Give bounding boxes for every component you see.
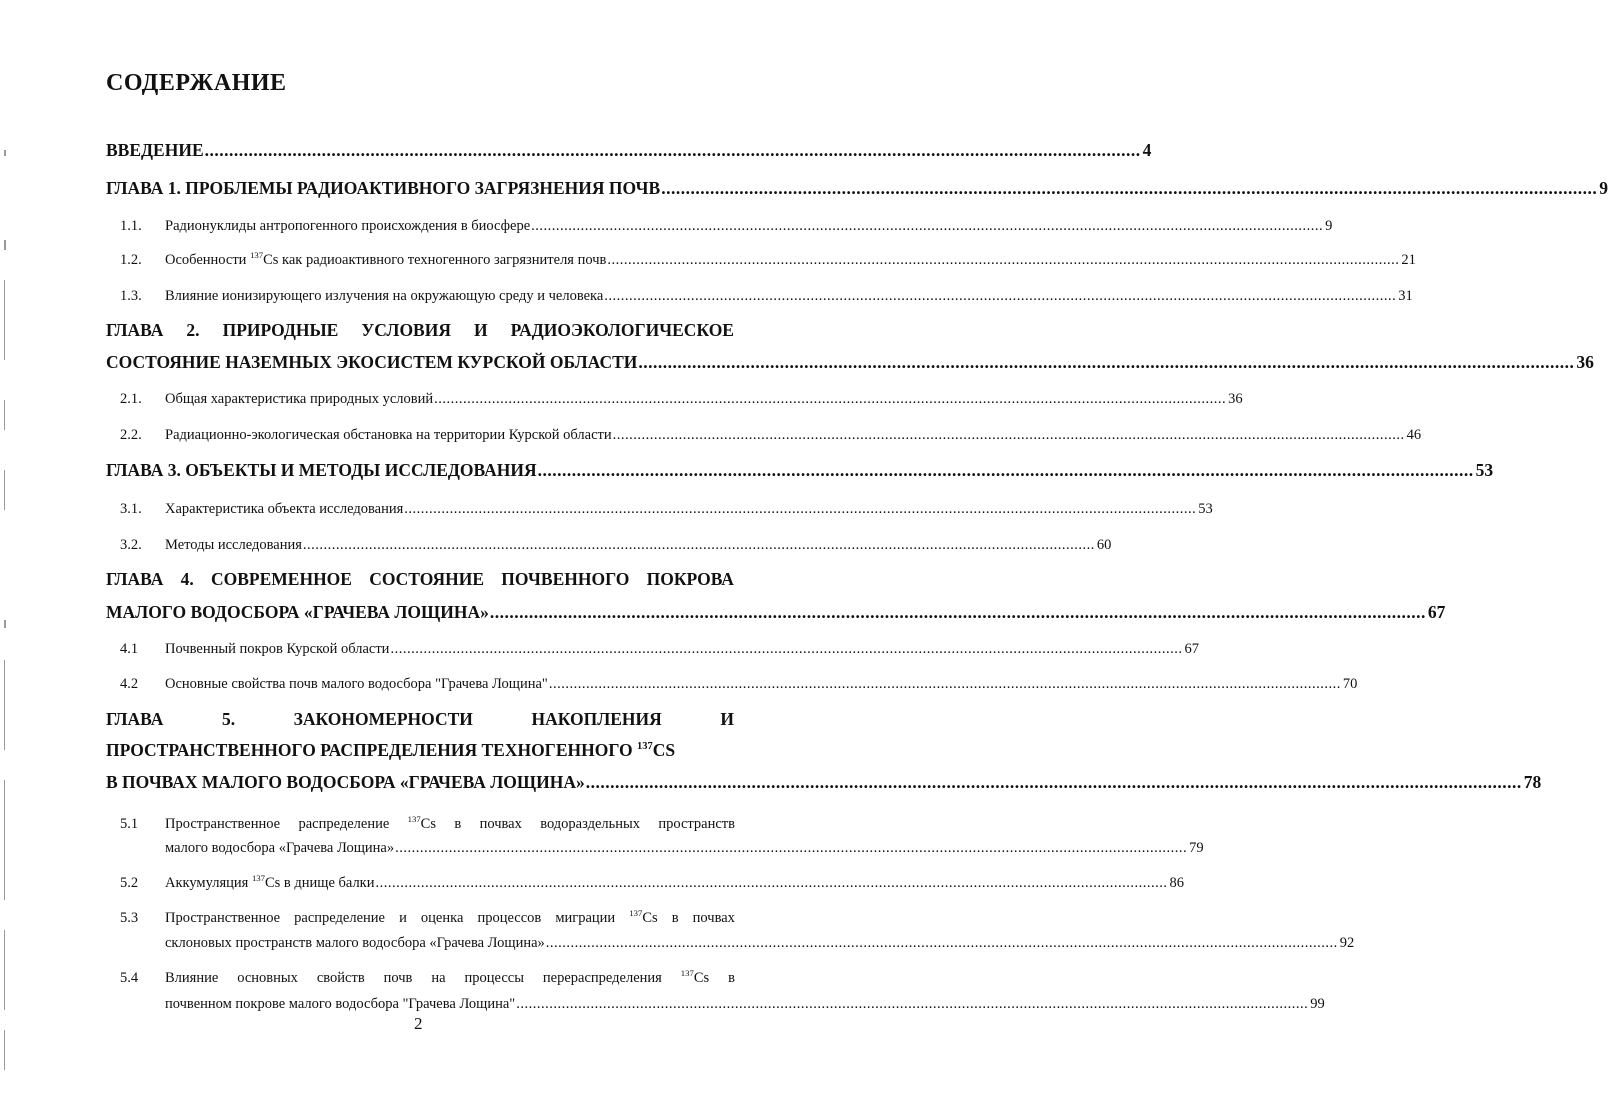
toc-label: СОСТОЯНИЕ НАЗЕМНЫХ ЭКОСИСТЕМ КУРСКОЙ ОБЛАСТИ <box>106 352 638 372</box>
toc-page-num: 9 <box>1325 218 1333 234</box>
toc-item-number: 1.1. <box>120 218 142 234</box>
leader-dots: ................................................................................................................................................................................................ <box>612 427 1405 443</box>
page-title: СОДЕРЖАНИЕ <box>106 70 287 96</box>
toc-page-num: 79 <box>1189 840 1204 856</box>
toc-item-5-4-line-2[interactable] <box>165 996 1325 1013</box>
toc-item-3-1[interactable] <box>165 501 1213 518</box>
toc-item-number: 5.3 <box>120 910 139 926</box>
leader-dots: ................................................................................................................................................................................................ <box>607 252 1400 268</box>
toc-item-2-1[interactable] <box>165 391 1243 408</box>
toc-label: Общая характеристика природных условий <box>165 391 434 407</box>
leader-dots: ................................................................................................................................................................................................ <box>661 178 1598 198</box>
toc-chapter-4-line-2[interactable] <box>106 602 1446 623</box>
toc-page-num: 70 <box>1342 676 1358 692</box>
toc-page-num: 9 <box>1599 178 1608 198</box>
toc-item-number: 3.1. <box>120 501 142 517</box>
toc-item-4-1[interactable] <box>165 641 1199 658</box>
toc-label: ПРОСТРАНСТВЕННОГО РАСПРЕДЕЛЕНИЯ ТЕХНОГЕННОГО $^{137}$CS <box>106 740 676 760</box>
toc-label: ВВЕДЕНИЕ <box>106 140 204 160</box>
leader-dots: ................................................................................................................................................................................................ <box>434 391 1227 407</box>
toc-chapter-2-line-2[interactable] <box>106 352 1594 373</box>
leader-dots: ................................................................................................................................................................................................ <box>395 840 1188 856</box>
toc-page-num: 53 <box>1475 460 1494 480</box>
toc-page-num: 86 <box>1169 875 1184 891</box>
leader-dots: ................................................................................................................................................................................................ <box>390 641 1183 657</box>
toc-label: Почвенный покров Курской области <box>165 641 390 657</box>
leader-dots: ................................................................................................................................................................................................ <box>548 676 1341 692</box>
toc-item-4-2[interactable] <box>165 676 1358 693</box>
leader-dots: ................................................................................................................................................................................................ <box>545 935 1338 951</box>
toc-item-2-2[interactable] <box>165 427 1422 444</box>
toc-item-5-3-line-2[interactable] <box>165 935 1355 952</box>
toc-chapter-5-line-1[interactable]: ГЛАВА 5. ЗАКОНОМЕРНОСТИ НАКОПЛЕНИЯ И <box>106 709 734 729</box>
toc-page-num: 46 <box>1406 427 1422 443</box>
toc-label: ГЛАВА 1. ПРОБЛЕМЫ РАДИОАКТИВНОГО ЗАГРЯЗНЕНИЯ ПОЧВ <box>106 178 661 198</box>
toc-label: Аккумуляция $^{137}$Cs в днище балки <box>165 873 375 891</box>
toc-chapter-1[interactable] <box>106 178 1608 199</box>
toc-page-num: 36 <box>1228 391 1243 407</box>
toc-chapter-4-line-1[interactable]: ГЛАВА 4. СОВРЕМЕННОЕ СОСТОЯНИЕ ПОЧВЕННОГО ПОКРОВА <box>106 569 734 589</box>
toc-label: Радионуклиды антропогенного происхождения в биосфере <box>165 218 531 234</box>
toc-item-3-2[interactable] <box>165 537 1112 554</box>
toc-page-num: 31 <box>1398 288 1413 304</box>
toc-item-5-3-line-1[interactable]: Пространственное распределение и оценка процессов миграции $^{137}$Cs в почвах <box>165 908 735 926</box>
leader-dots: ................................................................................................................................................................................................ <box>585 772 1522 792</box>
toc-page-num: 67 <box>1427 602 1446 622</box>
toc-label: Методы исследования <box>165 537 302 553</box>
page-number: 2 <box>414 1014 423 1033</box>
toc-page-num: 21 <box>1401 252 1416 268</box>
toc-page-num: 78 <box>1523 772 1542 792</box>
toc-label: склоновых пространств малого водосбора «Грачева Лощина» <box>165 935 545 951</box>
toc-item-1-2[interactable] <box>165 250 1416 269</box>
toc-page-num: 92 <box>1339 935 1355 951</box>
toc-chapter-3[interactable] <box>106 460 1494 481</box>
toc-item-5-2[interactable] <box>165 873 1184 892</box>
toc-item-5-1-line-1[interactable]: Пространственное распределение $^{137}$Cs в почвах водораздельных пространств <box>165 814 735 832</box>
leader-dots: ................................................................................................................................................................................................ <box>204 140 1141 160</box>
toc-chapter-2-line-1[interactable]: ГЛАВА 2. ПРИРОДНЫЕ УСЛОВИЯ И РАДИОЭКОЛОГИЧЕСКОЕ <box>106 320 734 340</box>
leader-dots: ................................................................................................................................................................................................ <box>531 218 1324 234</box>
leader-dots: ................................................................................................................................................................................................ <box>375 875 1168 891</box>
leader-dots: ................................................................................................................................................................................................ <box>638 352 1575 372</box>
leader-dots: ................................................................................................................................................................................................ <box>404 501 1197 517</box>
toc-item-number: 5.4 <box>120 970 139 986</box>
toc-item-number: 4.1 <box>120 641 139 657</box>
toc-item-number: 5.2 <box>120 875 139 891</box>
toc-item-number: 4.2 <box>120 676 139 692</box>
toc-item-number: 1.2. <box>120 252 142 268</box>
toc-page-num: 67 <box>1184 641 1199 657</box>
leader-dots: ................................................................................................................................................................................................ <box>489 602 1426 622</box>
toc-item-number: 2.1. <box>120 391 142 407</box>
scan-margin-marks <box>0 0 12 1094</box>
toc-intro[interactable] <box>106 140 1152 161</box>
toc-item-number: 3.2. <box>120 537 142 553</box>
toc-label: Основные свойства почв малого водосбора "Грачева Лощина" <box>165 676 548 692</box>
toc-chapter-5-line-2[interactable] <box>106 740 734 761</box>
toc-item-number: 2.2. <box>120 427 142 443</box>
toc-label: В ПОЧВАХ МАЛОГО ВОДОСБОРА «ГРАЧЕВА ЛОЩИНА» <box>106 772 585 792</box>
toc-item-5-4-line-1[interactable]: Влияние основных свойств почв на процессы перераспределения $^{137}$Cs в <box>165 968 735 986</box>
toc-page-num: 60 <box>1096 537 1112 553</box>
toc-page-num: 36 <box>1576 352 1594 372</box>
leader-dots: ................................................................................................................................................................................................ <box>302 537 1095 553</box>
toc-item-number: 1.3. <box>120 288 142 304</box>
leader-dots: ................................................................................................................................................................................................ <box>516 996 1309 1012</box>
toc-label: Влияние ионизирующего излучения на окружающую среду и человека <box>165 288 604 304</box>
toc-chapter-5-line-3[interactable] <box>106 772 1542 793</box>
toc-label: МАЛОГО ВОДОСБОРА «ГРАЧЕВА ЛОЩИНА» <box>106 602 489 622</box>
toc-page-num: 99 <box>1310 996 1325 1012</box>
toc-item-1-1[interactable] <box>165 218 1333 235</box>
toc-item-5-1-line-2[interactable] <box>165 840 1204 857</box>
toc-label: ГЛАВА 3. ОБЪЕКТЫ И МЕТОДЫ ИССЛЕДОВАНИЯ <box>106 460 537 480</box>
toc-label: Особенности $^{137}$Cs как радиоактивного техногенного загрязнителя почв <box>165 250 607 268</box>
toc-page-num: 53 <box>1198 501 1213 517</box>
toc-label: почвенном покрове малого водосбора "Грачева Лощина" <box>165 996 516 1012</box>
leader-dots: ................................................................................................................................................................................................ <box>604 288 1397 304</box>
toc-item-1-3[interactable] <box>165 288 1413 305</box>
toc-label: малого водосбора «Грачева Лощина» <box>165 840 395 856</box>
toc-label: Характеристика объекта исследования <box>165 501 404 517</box>
toc-item-number: 5.1 <box>120 816 139 832</box>
leader-dots: ................................................................................................................................................................................................ <box>537 460 1474 480</box>
toc-page-num: 4 <box>1142 140 1152 160</box>
toc-label: Радиационно-экологическая обстановка на территории Курской области <box>165 427 612 443</box>
